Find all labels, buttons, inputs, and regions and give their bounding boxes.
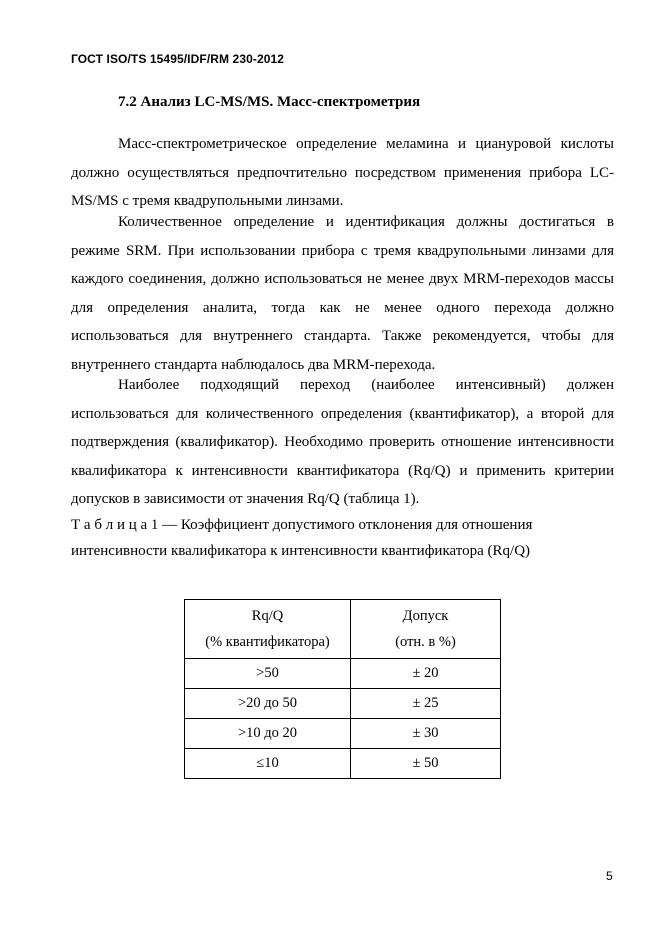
document-header: ГОСТ ISO/TS 15495/IDF/RM 230-2012 <box>71 52 285 66</box>
table-cell-ratio: >20 до 50 <box>185 689 351 719</box>
table-caption <box>71 512 616 564</box>
table-cell-tolerance: ± 50 <box>351 749 501 779</box>
section-title: 7.2 Анализ LC-MS/MS. Масс-спектрометрия <box>118 94 421 110</box>
header-tolerance-line2: (отн. в %) <box>395 634 456 650</box>
table-caption-label: Т а б л и ц а 1 <box>71 517 159 533</box>
table-header-tolerance <box>351 600 501 659</box>
table-row <box>185 659 501 689</box>
header-ratio-line2: (% квантификатора) <box>205 634 330 650</box>
table-row <box>185 719 501 749</box>
page-number: 5 <box>606 869 613 883</box>
table-cell-tolerance: ± 25 <box>351 689 501 719</box>
header-tolerance-line1: Допуск <box>402 608 449 624</box>
header-ratio-line1: Rq/Q <box>251 608 284 624</box>
table-cell-ratio: >50 <box>185 659 351 689</box>
table-header-row <box>185 600 501 659</box>
paragraph-3: Наиболее подходящий переход (наиболее интенсивный) должен использоваться для количественного определения (квантификатор), а второй для подтверждения (квалификатор). Необходимо проверить отношение интенсивности квалификатора к интенсивности квантификатора (Rq/Q) и применить критерии допусков в зависимости от значения Rq/Q (таблица 1). <box>71 377 614 508</box>
paragraph-2: Количественное определение и идентификация должны достигаться в режиме SRM. При использовании прибора с тремя квадрупольными линзами для каждого соединения, должно использоваться не менее двух MRM-переходов массы для определения аналита, тогда как не менее одного перехода должно использоваться для внутреннего стандарта. Также рекомендуется, чтобы для внутреннего стандарта наблюдалось два MRM-перехода. <box>71 214 614 373</box>
table-caption-text: — Коэффициент допустимого отклонения для отношения интенсивности квалификатора к интенсивности квантификатора (Rq/Q) <box>71 517 533 559</box>
table-row <box>185 689 501 719</box>
table-cell-ratio: >10 до 20 <box>185 719 351 749</box>
table-cell-tolerance: ± 20 <box>351 659 501 689</box>
table-row <box>185 749 501 779</box>
table-header-ratio <box>185 600 351 659</box>
table-cell-tolerance: ± 30 <box>351 719 501 749</box>
paragraph-1: Масс-спектрометрическое определение меламина и циануровой кислоты должно осуществляться предпочтительно посредством применения прибора LC-MS/MS с тремя квадрупольными линзами. <box>71 136 614 210</box>
tolerance-table <box>184 599 501 779</box>
table-cell-ratio: ≤10 <box>185 749 351 779</box>
